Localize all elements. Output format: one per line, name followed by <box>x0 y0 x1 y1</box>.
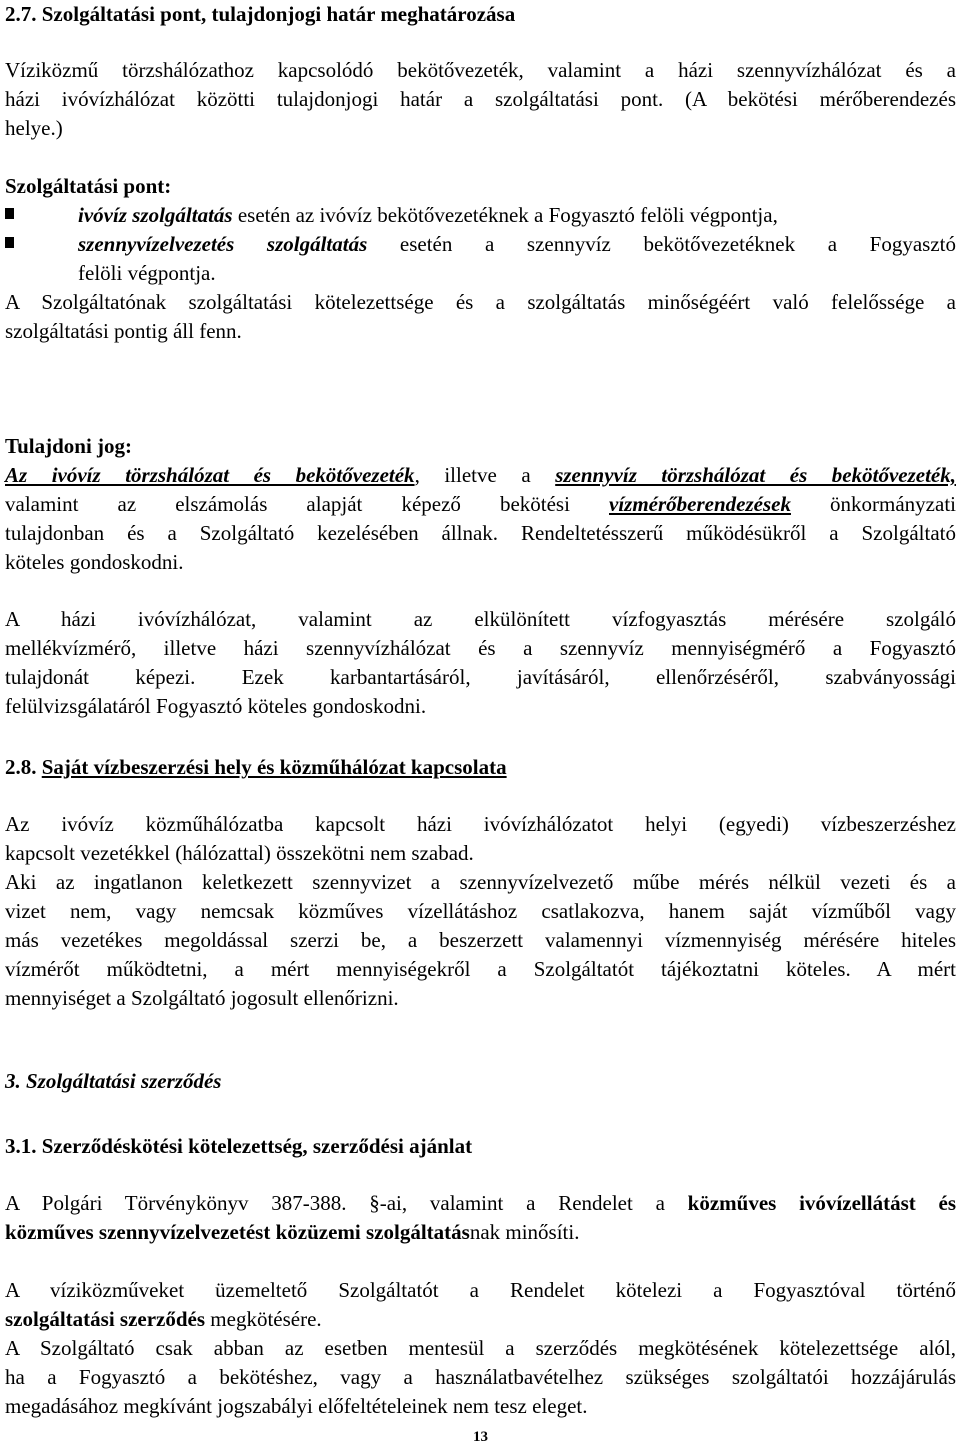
section-2-8-heading-text: Saját vízbeszerzési hely és közműhálózat kapcsolata <box>41 755 507 779</box>
text-line: köteles gondoskodni. <box>5 550 184 574</box>
text-line: más vezetékes megoldással szerzi be, a beszerzett valamennyi vízmennyiség mérésére hiteles <box>5 928 956 952</box>
section-2-8-heading <box>5 752 956 782</box>
text-run: A Polgári Törvénykönyv 387-388. §-ai, valamint a Rendelet a <box>5 1191 688 1215</box>
exemption-paragraph <box>5 1334 956 1421</box>
service-point-title-text: Szolgáltatási pont: <box>5 174 172 198</box>
house-network-paragraph <box>5 605 956 721</box>
text-line: Az ivóvíz közműhálózatba kapcsolt házi ivóvízhálózatot helyi (egyedi) vízbeszerzéshez <box>5 812 956 836</box>
document-page <box>5 0 956 1448</box>
text-line: vízmérőt működtetni, a mért mennyiségekről a Szolgáltatót tájékoztatni köteles. A mért <box>5 957 956 981</box>
text-line: tulajdonát képezi. Ezek karbantartásáról, javításáról, ellenőrzéséről, szabványossági <box>5 665 956 689</box>
bold-text: közműves ivóvízellátást és <box>687 1191 956 1215</box>
text-run: önkormányzati <box>790 492 956 516</box>
text-line: A házi ivóvízhálózat, valamint az elkülönített vízfogyasztás mérésére szolgáló <box>5 607 956 631</box>
text-line: ha a Fogyasztó a bekötéshez, vagy a használatbavételhez szükséges szolgáltatói hozzájárulás <box>5 1365 956 1389</box>
text-line: megadásához megkívánt jogszabályi előfeltételeinek nem tesz eleget. <box>5 1394 588 1418</box>
ownership-title <box>5 432 956 461</box>
square-bullet-icon <box>5 208 14 219</box>
text-line: mennyiséget a Szolgáltató jogosult ellenőrizni. <box>5 986 399 1010</box>
emphasis-text: ivóvíz szolgáltatás <box>78 203 233 227</box>
text-line: tulajdonban és a Szolgáltató kezelésében állnak. Rendeltetésszerű működésükről a Szolgáltató <box>5 521 956 545</box>
ownership-boundary-paragraph <box>5 56 956 143</box>
text-line: mellékvízmérő, illetve házi szennyvízhálózat és a szennyvíz mennyiségmérő a Fogyasztó <box>5 636 956 660</box>
bold-text: szolgáltatási szerződés <box>5 1307 206 1331</box>
text-line: szolgáltatási pontig áll fenn. <box>5 319 242 343</box>
own-supply-paragraph <box>5 810 956 868</box>
square-bullet-icon <box>5 237 14 248</box>
text-line: Aki az ingatlanon keletkezett szennyvizet a szennyvízelvezető műbe mérés nélkül vezeti és a <box>5 870 956 894</box>
text-line: vizet nem, vagy nemcsak közműves vízellátáshoz csatlakozva, hanem saját vízműből vagy <box>5 899 956 923</box>
text-run: nak minősíti. <box>469 1220 580 1244</box>
contract-obligation-paragraph <box>5 1276 956 1334</box>
text-run: megkötésére. <box>205 1307 322 1331</box>
text-run: esetén a szennyvíz bekötővezetéknek a Fogyasztó <box>367 232 956 256</box>
section-2-7-heading-text: 2.7. Szolgáltatási pont, tulajdonjogi határ meghatározása <box>5 2 516 26</box>
bold-text: közműves szennyvízelvezetést közüzemi szolgáltatás <box>5 1220 470 1244</box>
emphasis-text: Az ivóvíz törzshálózat és bekötővezeték <box>5 463 415 487</box>
section-3-1-heading <box>5 1131 956 1161</box>
text-line: A víziközműveket üzemeltető Szolgáltatót a Rendelet kötelezi a Fogyasztóval történő <box>5 1278 956 1302</box>
text-line: A Szolgáltató csak abban az esetben mentesül a szerződés megkötésének kötelezettsége alól, <box>5 1336 956 1360</box>
text-line: helye.) <box>5 116 63 140</box>
responsibility-paragraph <box>5 288 956 346</box>
page-number: 13 <box>473 1429 488 1445</box>
emphasis-text: szennyvízelvezetés szolgáltatás <box>78 232 368 256</box>
text-line: A Szolgáltatónak szolgáltatási kötelezettsége és a szolgáltatás minőségéért való felelőssége a <box>5 290 956 314</box>
text-line: felülvizsgálatáról Fogyasztó köteles gondoskodni. <box>5 694 427 718</box>
text-line: házi ivóvízhálózat közötti tulajdonjogi határ a szolgáltatási pont. (A bekötési mérőberendezés <box>5 87 956 111</box>
section-3-1-heading-text: 3.1. Szerződéskötési kötelezettség, szerződési ajánlat <box>5 1134 473 1158</box>
emphasis-text: szennyvíz törzshálózat és bekötővezeték, <box>555 463 956 487</box>
text-line: felöli végpontja. <box>78 261 216 285</box>
section-2-8-number: 2.8. <box>5 755 42 779</box>
text-line: kapcsolt vezetékkel (hálózattal) összekötni nem szabad. <box>5 841 474 865</box>
text-run: esetén az ivóvíz bekötővezetéknek a Fogyasztó felöli végpontja, <box>232 203 778 227</box>
section-3-heading-text: 3. Szolgáltatási szerződés <box>5 1069 222 1093</box>
text-run: valamint az elszámolás alapját képező bekötési <box>5 492 609 516</box>
section-3-heading <box>5 1066 956 1096</box>
ownership-paragraph <box>5 461 956 577</box>
legal-basis-paragraph <box>5 1189 956 1247</box>
emphasis-text: vízmérőberendezések <box>609 492 791 516</box>
service-point-title <box>5 172 956 201</box>
text-line: Víziközmű törzshálózathoz kapcsolódó bekötővezeték, valamint a házi szennyvízhálózat és a <box>5 58 956 82</box>
section-2-7-heading <box>5 0 956 29</box>
text-run: , illetve a <box>414 463 556 487</box>
ownership-title-text: Tulajdoni jog: <box>5 434 133 458</box>
metering-paragraph <box>5 868 956 1013</box>
